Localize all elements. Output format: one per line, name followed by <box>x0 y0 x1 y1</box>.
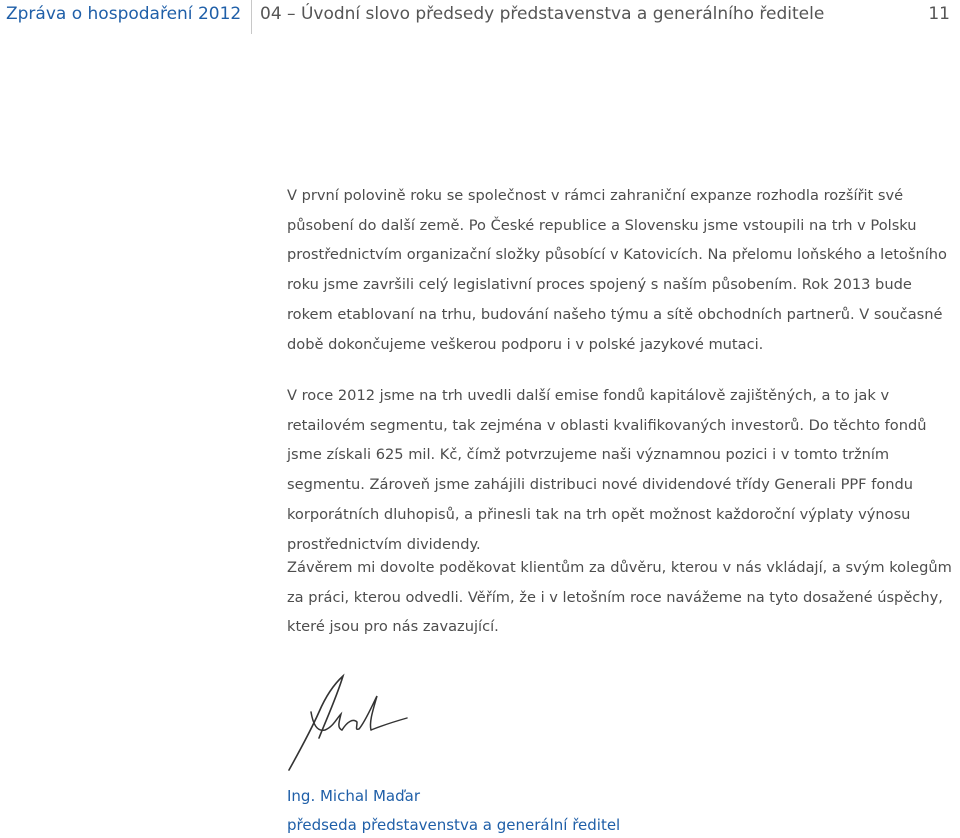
page-number: 11 <box>928 4 950 24</box>
signatory-role: předseda představenstva a generální ředitel <box>287 816 621 834</box>
paragraph-closing: Závěrem mi dovolte poděkovat klientům za důvěru, kterou v nás vkládají, a svým kolegům za práci, kterou odvedli. Věřím, že i v letošním roce navážeme na tyto dosažené úspěchy, které jsou pro nás zavazující. <box>287 559 952 636</box>
paragraph-expansion: V první polovině roku se společnost v rámci zahraniční expanze rozhodla rozšířit své působení do další země. Po České republice a Slovensku jsme vstoupili na trh v Polsku prostřednictvím organizační složky působící v Katovicích. Na přelomu loňského a letošního roku jsme završili celý legislativní proces spojený s naším působením. Rok 2013 bude rokem etablovaní na trhu, budování našeho týmu a sítě obchodních partnerů. V současné době dokončujeme veškerou podporu i v polské jazykové mutaci. <box>287 187 947 353</box>
header-divider <box>251 0 252 34</box>
section-title: 04 – Úvodní slovo předsedy představenstva a generálního ředitele <box>260 4 825 24</box>
signatory-name: Ing. Michal Maďar <box>287 787 420 805</box>
paragraph-funds: V roce 2012 jsme na trh uvedli další emise fondů kapitálově zajištěných, a to jak v retailovém segmentu, tak zejména v oblasti kvalifikovaných investorů. Do těchto fondů jsme získali 625 mil. Kč, čímž potvrzujeme naši významnou pozici i v tomto tržním segmentu. Zároveň jsme zahájili distribuci nové dividendové třídy Generali PPF fondu korporátních dluhopisů, a přinesli tak na trh opět možnost každoroční výplaty výnosu prostřednictvím dividendy. <box>287 387 927 553</box>
page-header <box>0 0 960 34</box>
handwritten-signature <box>285 672 410 772</box>
report-title: Zpráva o hospodaření 2012 <box>6 4 242 24</box>
